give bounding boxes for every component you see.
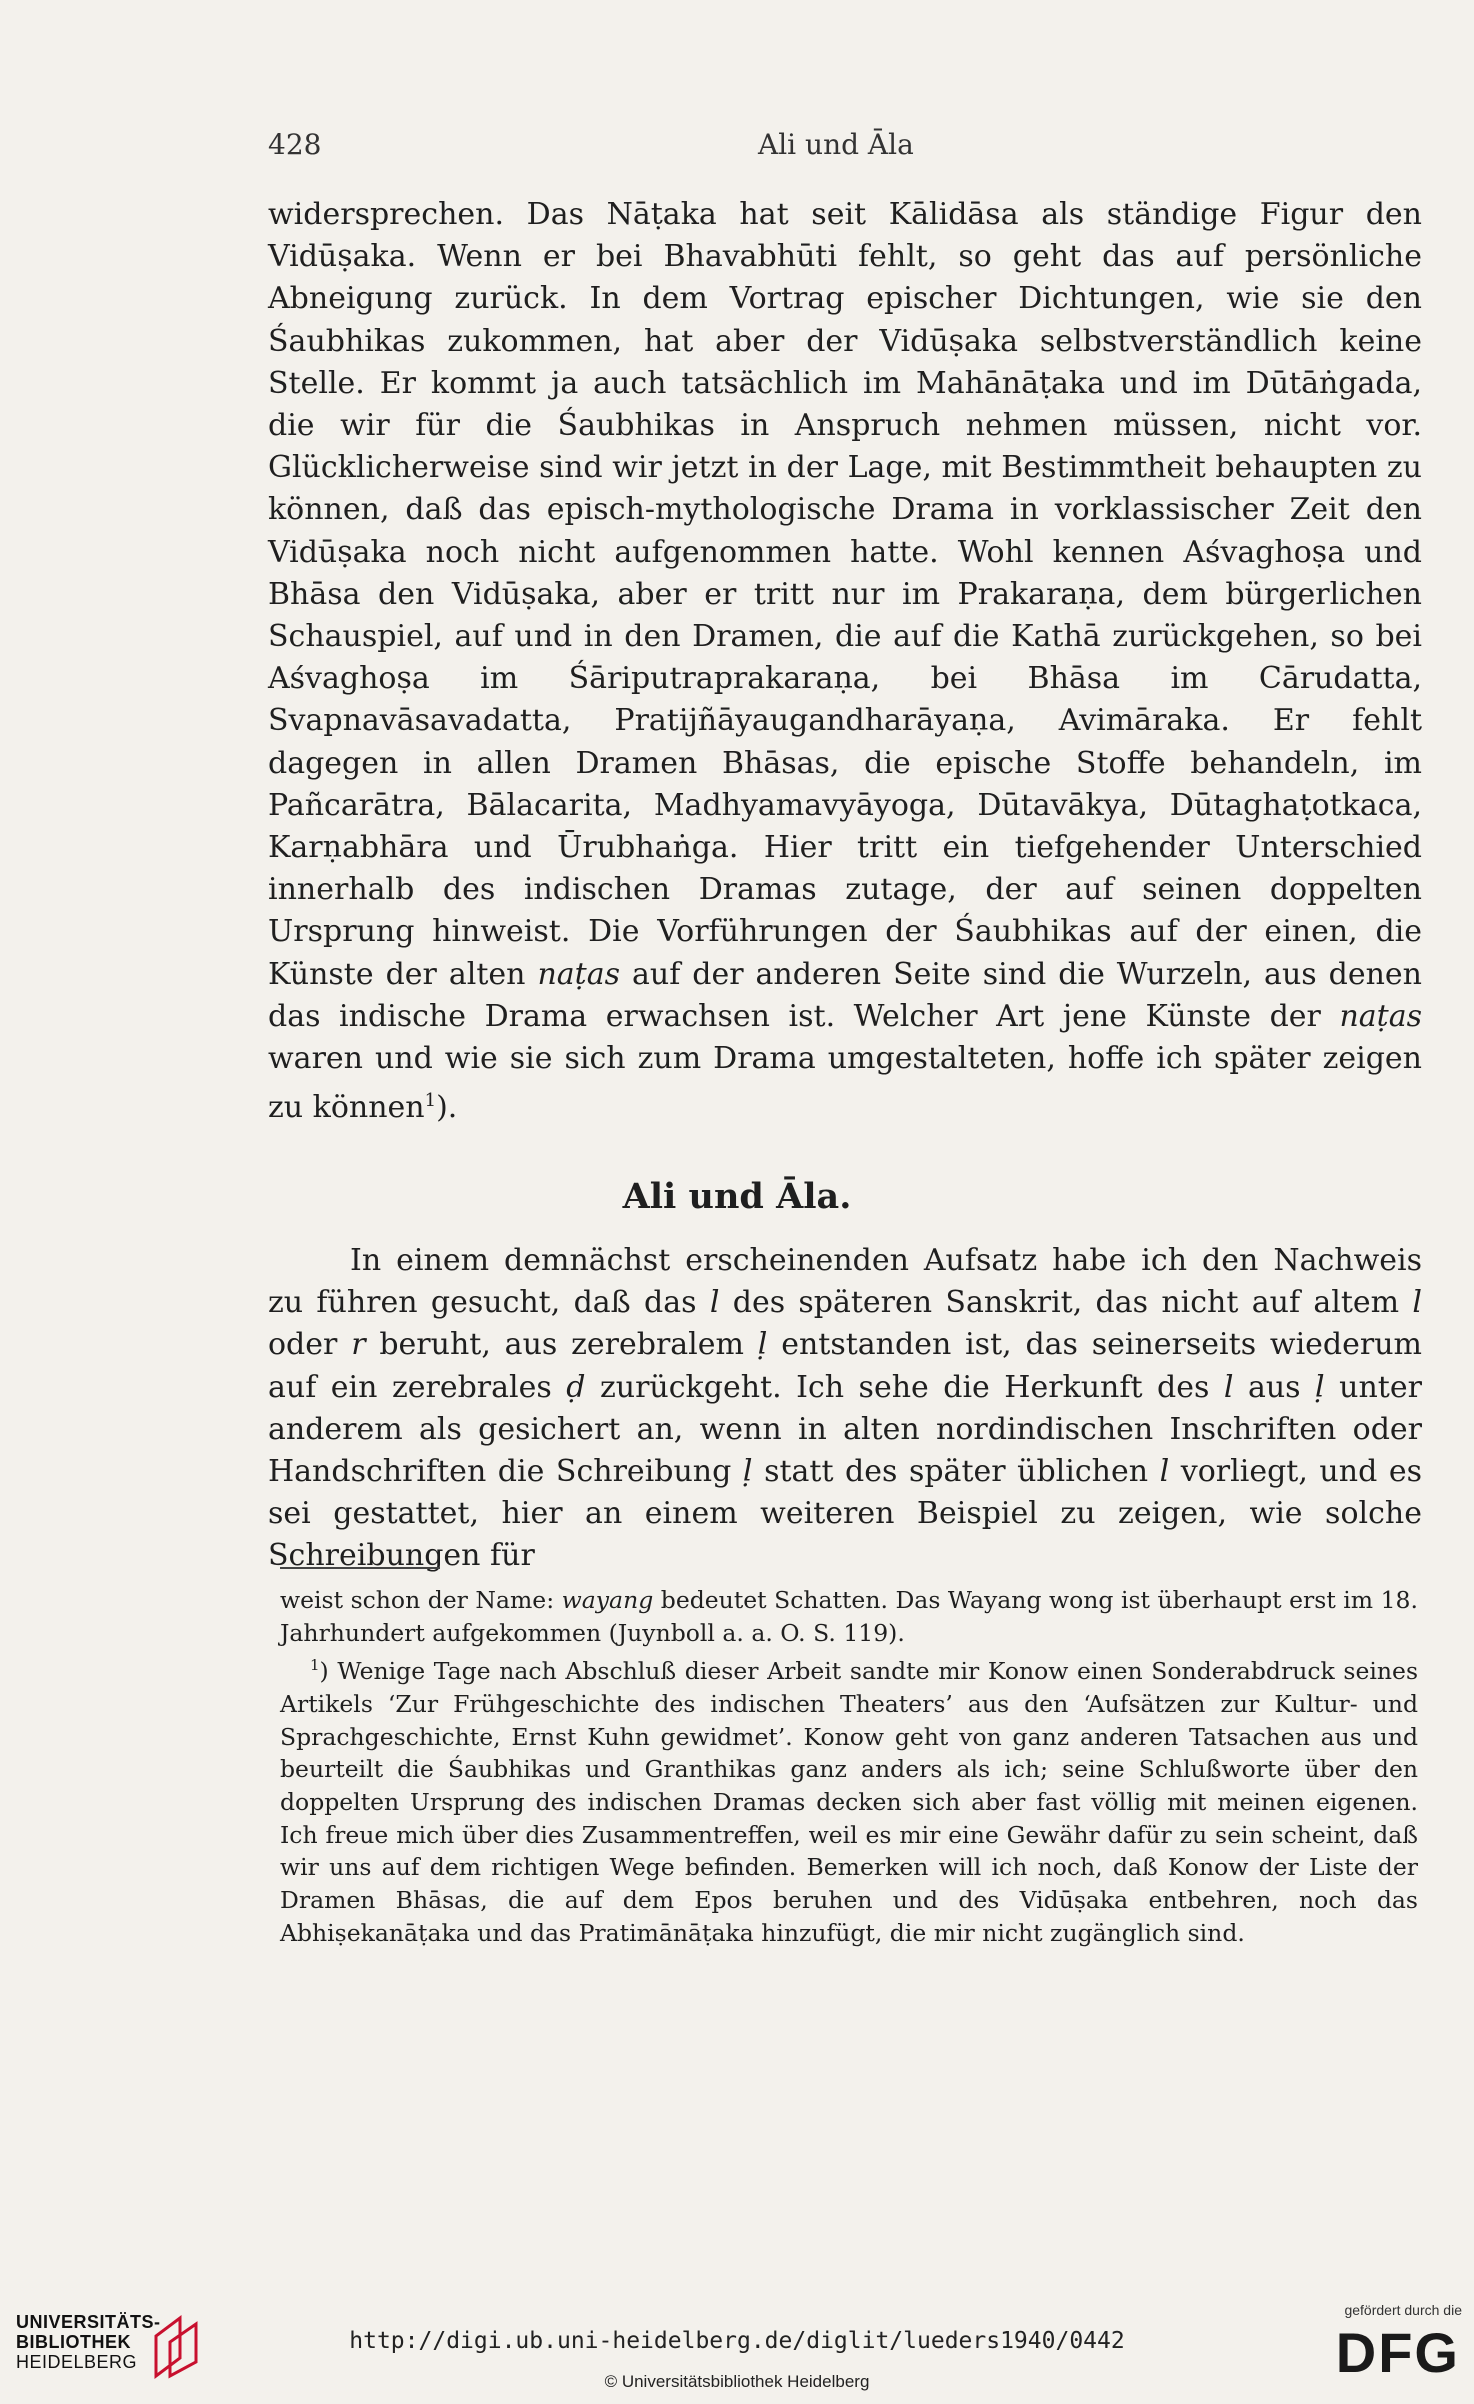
paragraph-1-italic-natas-2: naṭas (1339, 998, 1422, 1034)
funder-block[interactable] (1296, 2302, 1462, 2378)
p2-letter-l-dot: ḷ (742, 1454, 753, 1490)
dfg-logo-text: DFG (1335, 2322, 1460, 2378)
p2-letter-l-dot: ḷ (757, 1327, 768, 1363)
footnote-continuation-text: weist schon der Name: (280, 1586, 555, 1614)
footnote-continuation-text-2: bedeutet Schatten. Das Wayang wong ist überhaupt erst im 18. Jahrhundert aufgekommen (Juynboll a. a. O. S. 119). (280, 1586, 1418, 1647)
p2-letter-r: r (351, 1327, 366, 1363)
copyright-notice: © Universitätsbibliothek Heidelberg (604, 2372, 870, 2391)
section-heading: Ali und Āla. (622, 1176, 852, 1217)
p2-text-6: zurückgeht. Ich sehe die Herkunft des (599, 1369, 1210, 1405)
library-logo-line-3: HEIDELBERG (16, 2352, 138, 2372)
p2-text-2: des späteren Sanskrit, das nicht auf altem (732, 1285, 1400, 1321)
p2-letter-l-dot: ḷ (1315, 1369, 1325, 1405)
p2-text-9: statt des später üblichen (764, 1454, 1149, 1490)
paragraph-1-close: ). (436, 1090, 458, 1126)
viewer-footer (0, 2268, 1474, 2404)
page-number: 428 (268, 128, 322, 161)
p2-text-10: vorliegt, und es sei gestattet, hier an einem weiteren Beispiel zu zeigen, wie solche Schreibungen für (268, 1454, 1422, 1574)
p2-letter-l: l (709, 1285, 720, 1321)
body-paragraph-1 (268, 194, 1422, 1129)
body-paragraph-2 (268, 1240, 1422, 1578)
paragraph-1-text: widersprechen. Das Nāṭaka hat seit Kālidāsa als ständige Figur den Vidūṣaka. Wenn er bei Bhavabhūti fehlt, so geht das auf persönliche Abneigung zurück. In dem Vortrag epischer Dichtungen, wie sie den Śaubhikas zukommen, hat aber der Vidūṣaka selbstverständlich keine Stelle. Er kommt ja auch tatsächlich im Mahānāṭaka und im Dūtāṅgada, die wir für die Śaubhikas in Anspruch nehmen müssen, nicht vor. Glücklicherweise sind wir jetzt in der Lage, mit Bestimmtheit behaupten zu können, daß das episch-mythologische Drama in vorklassischer Zeit den Vidūṣaka noch nicht aufgenommen hatte. Wohl kennen Aśvaghoṣa und Bhāsa den Vidūṣaka, aber er tritt nur im Prakaraṇa, dem bürgerlichen Schauspiel, auf und in den Dramen, die auf die Kathā zurückgehen, so bei Aśvaghoṣa im Śāriputraprakaraṇa, bei Bhāsa im Cārudatta, Svapnavāsavadatta, Pratijñāyaugandharāyaṇa, Avimāraka. Er fehlt dagegen in allen Dramen Bhāsas, die epische Stoffe behandeln, im Pañcarātra, Bālacarita, Madhyamavyāyoga, Dūtavākya, Dūtaghaṭotkaca, Karṇabhāra und Ūrubhaṅga. Hier tritt ein tiefgehender Unterschied innerhalb des indischen Dramas zutage, der auf seinen doppelten Ursprung hinweist. Die Vorführungen der Śaubhikas auf der einen, die Künste der alten (268, 197, 1422, 992)
footnote-reference-1[interactable]: 1 (424, 1090, 437, 1112)
dfg-logo (1312, 2322, 1462, 2378)
footnote-continuation (280, 1584, 1418, 1649)
p2-letter-d-dot: ḍ (566, 1369, 586, 1405)
library-logo-line-1: UNIVERSITÄTS- (16, 2312, 161, 2332)
footnotes (280, 1584, 1418, 1950)
p2-text-7: aus (1247, 1369, 1301, 1405)
footnote-divider (280, 1567, 440, 1569)
p2-letter-l: l (1412, 1285, 1423, 1321)
running-title: Ali und Āla (758, 128, 914, 161)
p2-text-4: beruht, aus zerebralem (379, 1327, 744, 1363)
footnote-1-marker: 1 (310, 1656, 320, 1675)
p2-text-8: unter anderem als gesichert an, wenn in alten nordindischen Inschriften oder Handschriften die Schreibung (268, 1369, 1422, 1490)
p2-letter-l: l (1159, 1454, 1170, 1490)
p2-text-5: entstanden ist, das seinerseits wiederum auf ein zerebrales (268, 1327, 1422, 1405)
footnote-italic-wayang: wayang (561, 1586, 654, 1614)
p2-text-3: oder (268, 1327, 338, 1363)
p2-letter-l: l (1223, 1369, 1234, 1405)
footnote-1 (280, 1649, 1418, 1949)
footnote-1-text: ) Wenige Tage nach Abschluß dieser Arbeit sandte mir Konow einen Sonderabdruck seines Artikels ‘Zur Frühgeschichte des indischen Theaters’ aus den ‘Aufsätzen zur Kultur- und Sprachgeschichte, Ernst Kuhn gewidmet’. Konow geht von ganz anderen Tatsachen aus und beurteilt die Śaubhikas und Granthikas ganz anders als ich; seine Schlußworte über den doppelten Ursprung des indischen Dramas decken sich aber fast völlig mit meinen eigenen. Ich freue mich über dies Zusammentreffen, weil es mir eine Gewähr dafür zu sein scheint, daß wir uns auf dem richtigen Wege befinden. Bemerken will ich noch, daß Konow der Liste der Dramen Bhāsas, die auf dem Epos beruhen und des Vidūṣaka entbehren, noch das Abhiṣekanāṭaka und das Pratimānāṭaka hinzufügt, die mir nicht zugänglich sind. (280, 1657, 1418, 1947)
page-header (268, 128, 1422, 168)
funding-note: gefördert durch die (1344, 2302, 1462, 2318)
paragraph-1-italic-natas: naṭas (537, 956, 620, 992)
p2-text-1: In einem demnächst erscheinenden Aufsatz habe ich den Nachweis zu führen gesucht, daß das (268, 1243, 1422, 1321)
paragraph-1-text-mid: auf der anderen Seite sind die Wurzeln, aus denen das indische Drama erwachsen ist. Welcher Art jene Künste der (268, 956, 1422, 1034)
permalink-url[interactable]: http://digi.ub.uni-heidelberg.de/diglit/lueders1940/0442 (349, 2328, 1125, 2354)
library-logo-line-2: BIBLIOTHEK (16, 2332, 131, 2352)
paragraph-1-text-end: waren und wie sie sich zum Drama umgestalteten, hoffe ich später zeigen zu können (268, 1041, 1422, 1126)
